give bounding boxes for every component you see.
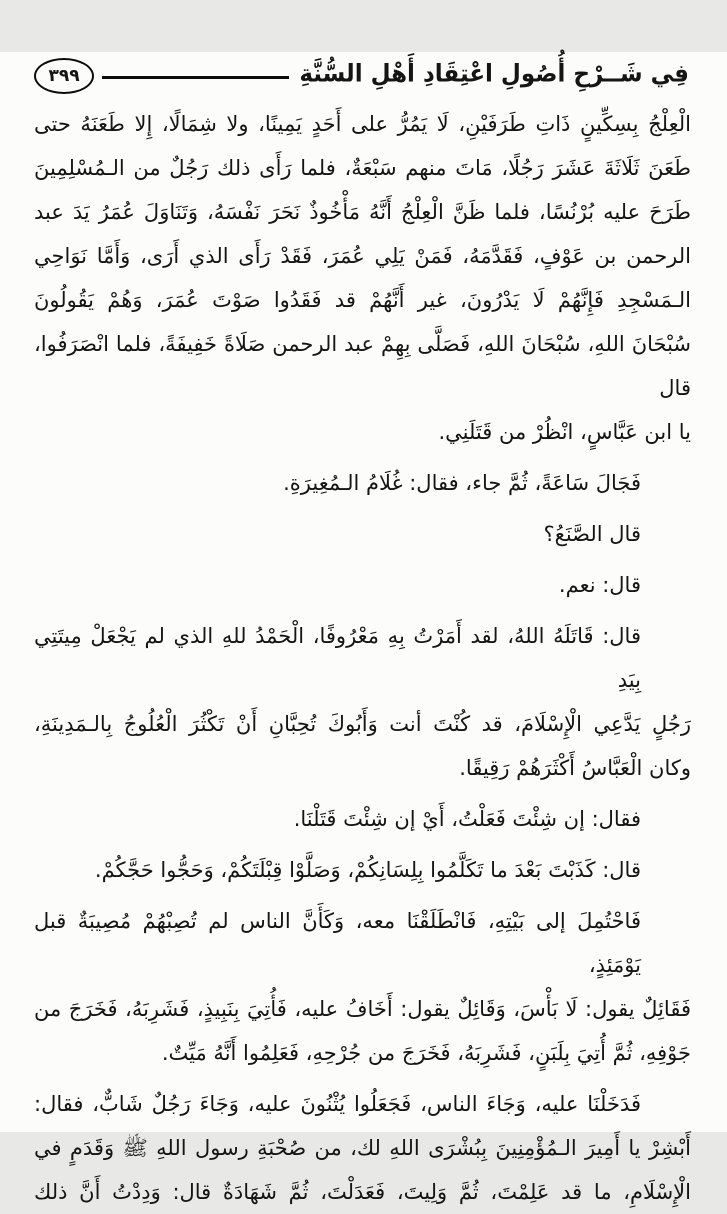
text-line: طَعَنَ ثَلَاثَةَ عَشَرَ رَجُلًا، مَاتَ منهم سَبْعَةٌ، فلما رَأَى ذلك رَجُلٌ من الـمُسْلِمِينَ (34, 156, 691, 180)
paragraph (34, 899, 691, 1075)
text-line: قال: نعم. (558, 573, 641, 597)
text-line: أَبْشِرْ يا أَمِيرَ الـمُؤْمِنِينَ بِبُشْرَى اللهِ لك، من صُحْبَةِ رسول اللهِ ﷺ وَقَدَمٍ في (34, 1136, 691, 1160)
text-line: الْعِلْجُ بِسِكِّينٍ ذَاتِ طَرَفَيْنِ، لَا يَمُرُّ على أَحَدٍ يَمِينًا، ولا شِمَالًا، إِلا طَعَنَهُ حتى (34, 112, 691, 136)
paragraph (34, 1082, 691, 1214)
text-line: فقال: إن شِئْتَ فَعَلْتُ، أَيْ إن شِئْتَ قَتَلْنَا. (293, 807, 641, 831)
text-line: فَاحْتُمِلَ إلى بَيْتِهِ، فَانْطَلَقْنَا معه، وَكَأَنَّ الناس لم تُصِبْهُمْ مُصِيبَةٌ قبل يَوْمَئِذٍ، (34, 909, 641, 977)
text-line: الرحمن بن عَوْفٍ، فَقَدَّمَهُ، فَمَنْ يَلِي عُمَرَ، فَقَدْ رَأَى الذي أَرَى، وَأَمَّا نَوَاحِي (34, 244, 691, 268)
text-line: فَقَائِلٌ يقول: لَا بَأْسَ، وَقَائِلٌ يقول: أَخَافُ عليه، فَأُتِيَ بِنَبِيذٍ، فَشَرِبَهُ، فَخَرَجَ من (34, 997, 691, 1021)
text-line: جَوْفِهِ، ثُمَّ أُتِيَ بِلَبَنٍ، فَشَرِبَهُ، فَخَرَجَ من جُرْحِهِ، فَعَلِمُوا أَنَّهُ مَيِّتٌ. (161, 1041, 691, 1065)
paragraph (34, 563, 691, 607)
text-line: سُبْحَانَ اللهِ، سُبْحَانَ اللهِ، فَصَلَّى بِهِمْ عبد الرحمن صَلَاةً خَفِيفَةً، فلما انْصَرَفُوا، قال (34, 332, 691, 400)
header-rule (102, 76, 289, 79)
page-content (34, 102, 691, 1214)
text-line: قال الصَّنَعُ؟ (543, 522, 641, 546)
text-line: طَرَحَ عليه بُرْنُسًا، فلما ظَنَّ الْعِلْجُ أَنَّهُ مَأْخُوذٌ نَحَرَ نَفْسَهُ، وَتَنَاوَلَ عُمَرُ يَدَ عبد (34, 200, 691, 224)
text-line: الـمَسْجِدِ فَإِنَّهُمْ لَا يَدْرُونَ، غير أَنَّهُمْ قد فَقَدُوا صَوْتَ عُمَرَ، وَهُمْ يَقُولُونَ (34, 288, 691, 312)
paragraph (34, 461, 691, 505)
page-number-badge (34, 58, 94, 94)
book-title: فِي شَــرْحِ أُصُولِ اعْتِقَادِ أَهْلِ السُّنَّةِ (299, 60, 689, 88)
paragraph (34, 102, 691, 454)
document-page (0, 52, 727, 1204)
text-line: فَجَالَ سَاعَةً، ثُمَّ جاء، فقال: غُلَامُ الـمُغِيرَةِ. (283, 471, 641, 495)
text-line: وكان الْعَبَّاسُ أَكْثَرَهُمْ رَقِيقًا. (459, 756, 691, 780)
text-line: فَدَخَلْنَا عليه، وَجَاءَ الناس، فَجَعَلُوا يُثْنُونَ عليه، وَجَاءَ رَجُلٌ شَابٌّ، فقال: (34, 1092, 641, 1116)
text-line: قال: كَذَبْتَ بَعْدَ ما تَكَلَّمُوا بِلِسَانِكُمْ، وَصَلَّوْا قِبْلَتَكُمْ، وَحَجُّوا حَجَّكُمْ. (94, 858, 641, 882)
paragraph (34, 614, 691, 790)
text-line: الْإِسْلَامِ، ما قد عَلِمْتَ، ثُمَّ وَلِيتَ، فَعَدَلْتَ، ثُمَّ شَهَادَةٌ قال: وَدِدْتُ أَنَّ ذلك (34, 1180, 691, 1204)
page-header (34, 52, 691, 96)
paragraph (34, 797, 691, 841)
paragraph (34, 512, 691, 556)
text-line: قال: قَاتَلَهُ اللهُ، لقد أَمَرْتُ بِهِ مَعْرُوفًا، الْحَمْدُ للهِ الذي لم يَجْعَلْ مِيتَتِي بِيَدِ (34, 624, 641, 692)
text-line: رَجُلٍ يَدَّعِي الْإِسْلَامَ، قد كُنْتَ أنت وَأَبُوكَ تُحِبَّانِ أَنْ تَكْثُرَ الْعُلُوجُ بِالـمَدِينَةِ، (34, 712, 691, 736)
text-line: يا ابن عَبَّاسٍ، انْظُرْ من قَتَلَنِي. (438, 420, 691, 444)
page-number: ٣٩٩ (48, 66, 80, 86)
paragraph (34, 848, 691, 892)
